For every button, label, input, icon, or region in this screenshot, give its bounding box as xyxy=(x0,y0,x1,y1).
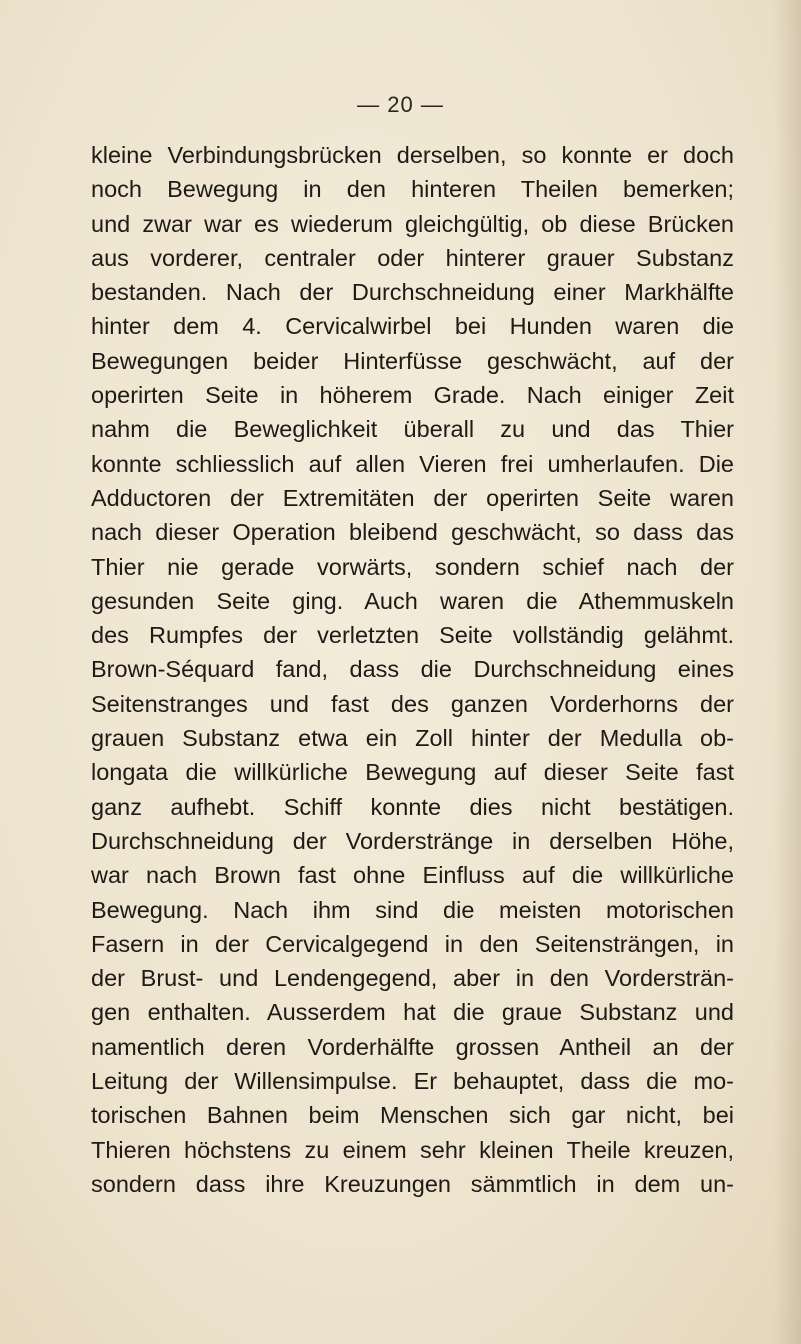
text-line: war nach Brown fast ohne Einfluss auf die willkürliche xyxy=(91,862,734,889)
text-line: Thier nie gerade vorwärts, sondern schief nach der xyxy=(91,553,734,580)
text-line: kleine Verbindungsbrücken derselben, so konnte er doch xyxy=(91,142,734,168)
page-number: — 20 — xyxy=(357,92,444,117)
text-line: hinter dem 4. Cervicalwirbel bei Hunden waren die xyxy=(91,313,734,340)
text-line: Bewegung. Nach ihm sind die meisten motorischen xyxy=(91,896,734,923)
text-line: Seitenstranges und fast des ganzen Vorderhorns der xyxy=(91,690,734,717)
text-line: longata die willkürliche Bewegung auf dieser Seite fast xyxy=(91,759,734,786)
text-line: torischen Bahnen beim Menschen sich gar nicht, bei xyxy=(91,1102,734,1129)
text-line: Leitung der Willensimpulse. Er behauptet, dass die mo- xyxy=(91,1068,734,1095)
text-line: Brown-Séquard fand, dass die Durchschneidung eines xyxy=(91,656,734,683)
page-edge-shadow xyxy=(773,0,801,1344)
text-line: Thieren höchstens zu einem sehr kleinen Theile kreuzen, xyxy=(91,1136,734,1163)
text-line: konnte schliesslich auf allen Vieren frei umherlaufen. Die xyxy=(91,450,734,477)
text-line: namentlich deren Vorderhälfte grossen Antheil an der xyxy=(91,1033,734,1060)
text-line: und zwar war es wiederum gleichgültig, ob diese Brücken xyxy=(91,210,734,237)
text-line: grauen Substanz etwa ein Zoll hinter der Medulla ob- xyxy=(91,725,734,752)
text-line: aus vorderer, centraler oder hinterer grauer Substanz xyxy=(91,244,734,271)
text-line: der Brust- und Lendengegend, aber in den Vordersträn- xyxy=(91,965,734,992)
text-line: gen enthalten. Ausserdem hat die graue Substanz und xyxy=(91,999,734,1026)
text-line: sondern dass ihre Kreuzungen sämmtlich in dem un- xyxy=(91,1170,734,1197)
text-line: nach dieser Operation bleibend geschwächt, so dass das xyxy=(91,519,734,546)
text-line: bestanden. Nach der Durchschneidung einer Markhälfte xyxy=(91,279,734,306)
text-line: nahm die Beweglichkeit überall zu und das Thier xyxy=(91,416,734,443)
text-line: gesunden Seite ging. Auch waren die Athemmuskeln xyxy=(91,587,734,614)
text-line: des Rumpfes der verletzten Seite vollständig gelähmt. xyxy=(91,622,734,649)
text-line: operirten Seite in höherem Grade. Nach einiger Zeit xyxy=(91,382,734,409)
text-line: Fasern in der Cervicalgegend in den Seitensträngen, in xyxy=(91,930,734,957)
text-line: noch Bewegung in den hinteren Theilen bemerken; xyxy=(91,176,734,203)
text-line: ganz aufhebt. Schiff konnte dies nicht bestätigen. xyxy=(91,793,734,820)
text-line: Bewegungen beider Hinterfüsse geschwächt, auf der xyxy=(91,347,734,374)
text-line: Durchschneidung der Vorderstränge in derselben Höhe, xyxy=(91,827,734,854)
body-text xyxy=(91,138,734,1201)
text-line: Adductoren der Extremitäten der operirten Seite waren xyxy=(91,484,734,511)
